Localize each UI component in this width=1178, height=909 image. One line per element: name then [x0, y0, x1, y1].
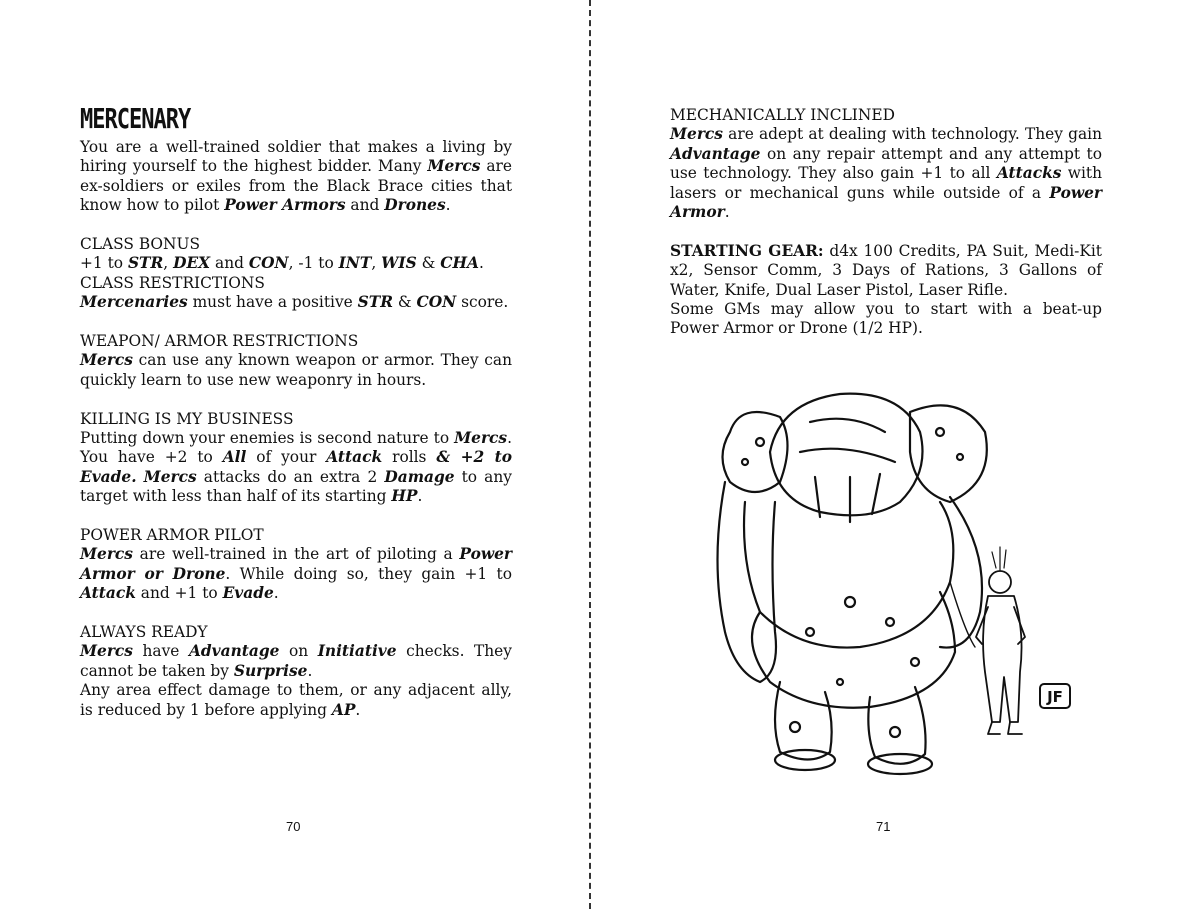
intro-paragraph: You are a well-trained soldier that makes a living by hiring yourself to the highest bidder. Many Mercs are ex-soldiers or exiles from the Black Brace cities that know how to pilot Power Armors and Drones. [80, 138, 512, 215]
weapon-text: Mercs can use any known weapon or armor. They can quickly learn to use new weaponry in hours. [80, 351, 512, 389]
killing-text: Putting down your enemies is second nature to Mercs. You have +2 to All of your Attack rolls & +2 to Evade. Mercs attacks do an extra 2 Damage to any target with less than half of its starting HP. [80, 429, 513, 506]
pilot-text: Mercs are well-trained in the art of piloting a Power Armor or Drone. While doing so, they gain +1 to Attack and +1 to Evade. [80, 545, 512, 603]
class-bonus-text: +1 to STR, DEX and CON, -1 to INT, WIS & CHA. [80, 254, 484, 273]
starting-gear-note: Some GMs may allow you to start with a beat-up Power Armor or Drone (1/2 HP). [670, 300, 1102, 338]
left-page [80, 0, 512, 909]
starting-gear-text: STARTING GEAR: d4x 100 Credits, PA Suit, Medi-Kit x2, Sensor Comm, 3 Days of Rations, 3 Gallons of Water, Knife, Dual Laser Pistol, Laser Rifle. [670, 241, 1102, 299]
left-text-block [80, 138, 512, 720]
pilot-heading: POWER ARMOR PILOT [80, 526, 264, 545]
page-number-left: 70 [286, 819, 301, 834]
killing-heading: KILLING IS MY BUSINESS [80, 409, 294, 428]
svg-text:JF: JF [1047, 688, 1063, 706]
page-number-right: 71 [876, 819, 891, 834]
mech-right-arm [940, 497, 982, 648]
class-restrictions-heading: CLASS RESTRICTIONS [80, 273, 265, 292]
soldier-figure [976, 547, 1025, 734]
mech-head [770, 394, 923, 516]
weapon-heading: WEAPON/ ARMOR RESTRICTIONS [80, 332, 359, 351]
artist-mark [1040, 684, 1070, 708]
mech-illustration [700, 382, 1080, 780]
mech-left-arm [718, 482, 777, 682]
mech-left-leg [775, 682, 832, 760]
class-restrictions-text: Mercenaries must have a positive STR & CON score. [80, 293, 509, 312]
ready-heading: ALWAYS READY [80, 623, 208, 642]
ready-text: Mercs have Advantage on Initiative checks. They cannot be taken by Surprise. [80, 642, 512, 680]
mech-text: Mercs are adept at dealing with technology. They gain Advantage on any repair attempt and any attempt to use technology. They also gain +1 to all Attacks with lasers or mechanical guns while outside of a Power Armor. [670, 125, 1103, 222]
right-text-block [670, 106, 1102, 339]
page-divider [589, 0, 591, 909]
ready-text-2: Any area effect damage to them, or any adjacent ally, is reduced by 1 before applying AP. [80, 681, 512, 719]
mech-heading: MECHANICALLY INCLINED [670, 106, 895, 124]
mech-right-leg [868, 687, 925, 764]
page-title: MERCENARY [80, 104, 191, 136]
class-bonus-heading: CLASS BONUS [80, 235, 201, 254]
